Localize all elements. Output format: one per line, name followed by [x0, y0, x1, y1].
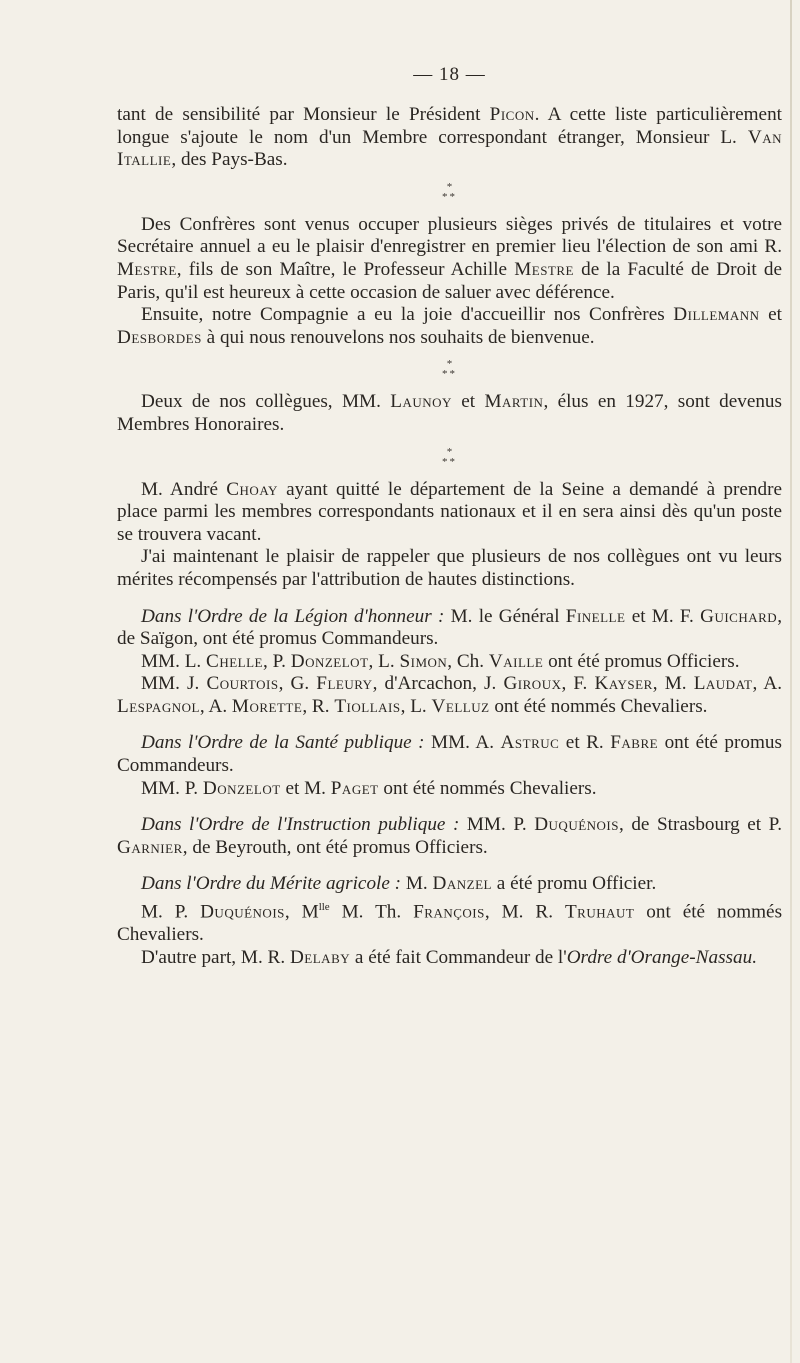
name-van-itallie: Van Itallie [117, 126, 782, 171]
paragraph-officiers: MM. L. Chelle, P. Donzelot, L. Simon, Ch. Vaille ont été promus Officiers. [141, 650, 740, 672]
paragraph-orange-nassau: D'autre part, M. R. Delaby a été fait Commandeur de l'Ordre d'Orange-Nassau. [141, 946, 757, 968]
paragraph-2: Des Confrères sont venus occuper plusieurs sièges privés de titulaires et votre Secrétaire annuel a eu le plaisir d'enregistrer en premier lieu l'élection de son ami R. Mestre, fils de son Maître, le Professeur Achille Mestre de la Faculté de Droit de Paris, qu'il est heureux à cette occasion de saluer avec déférence. [117, 213, 782, 303]
paragraph-1: tant de sensibilité par Monsieur le Président Picon. A cette liste particulièrement longue s'ajoute le nom d'un Membre correspondant étranger, Monsieur L. Van Itallie, des Pays-Bas. [117, 104, 782, 171]
paragraph-merite-agricole: Dans l'Ordre du Mérite agricole : M. Danzel a été promu Officier. [141, 873, 657, 895]
paragraph-legion-honneur: Dans l'Ordre de la Légion d'honneur : M. le Général Finelle et M. F. Guichard, de Saïgon, ont été promus Commandeurs. [117, 605, 782, 650]
paragraph-5: M. André Choay ayant quitté le département de la Seine a demandé à prendre place parmi les membres correspondants nationaux et il en sera ainsi dès qu'un poste se trouvera vacant. [117, 478, 783, 545]
paragraph-6: J'ai maintenant le plaisir de rappeler que plusieurs de nos collègues ont vu leurs mérites récompensés par l'attribution de hautes distinctions. [117, 546, 782, 590]
paragraph-agricole-chevaliers: M. P. Duquénois, $M^{lle}$ M. Th. François, M. R. Truhaut ont été nommés Chevaliers. [117, 901, 783, 946]
paragraph-3: Ensuite, notre Compagnie a eu la joie d'accueillir nos Confrères Dillemann et Desbordes à qui nous renouvelons nos souhaits de bienvenue. [117, 304, 782, 348]
page-number: — 18 — [413, 64, 486, 85]
name-picon: Picon [489, 104, 535, 125]
paragraph-sante-chevaliers: MM. P. Donzelot et M. Paget ont été nommés Chevaliers. [141, 777, 597, 799]
page-edge-line [790, 0, 792, 1363]
asterism-1: * ** [442, 180, 457, 203]
paragraph-chevaliers: MM. J. Courtois, G. Fleury, d'Arcachon, J. Giroux, F. Kayser, M. Laudat, A. Lespagnol, A. Morette, R. Tiollais, L. Velluz ont été nommés Chevaliers. [117, 673, 782, 717]
asterism-3: * ** [442, 445, 457, 468]
paragraph-sante-publique: Dans l'Ordre de la Santé publique : MM. A. Astruc et R. Fabre ont été promus Commandeurs. [117, 732, 782, 777]
paragraph-instruction-publique: Dans l'Ordre de l'Instruction publique : MM. P. Duquénois, de Strasbourg et P. Garnier, de Beyrouth, ont été promus Officiers. [117, 814, 782, 858]
paragraph-4: Deux de nos collègues, MM. Launoy et Martin, élus en 1927, sont devenus Membres Honoraires. [117, 391, 782, 435]
asterism-2: * ** [442, 358, 457, 381]
